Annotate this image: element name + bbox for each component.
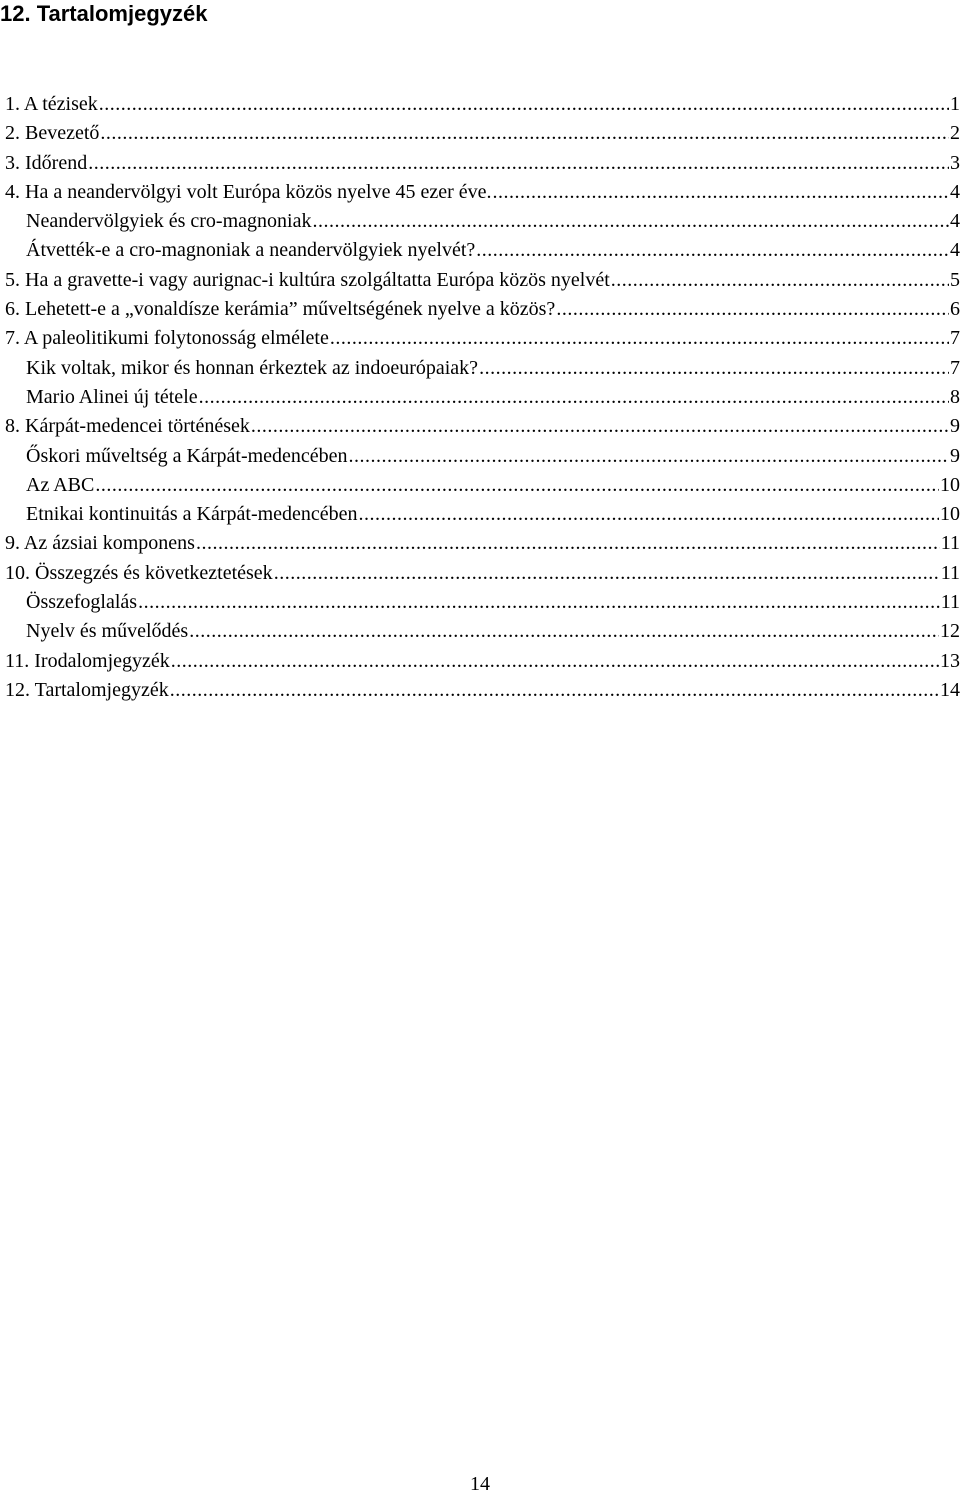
toc-entry[interactable]	[5, 295, 960, 324]
toc-entry[interactable]	[5, 588, 960, 617]
toc-entry-label: Őskori műveltség a Kárpát-medencében	[26, 444, 348, 467]
toc-dot-leader	[349, 442, 949, 471]
toc-entry[interactable]	[5, 529, 960, 558]
toc-entry[interactable]	[5, 617, 960, 646]
toc-entry[interactable]	[5, 559, 960, 588]
toc-entry[interactable]	[5, 236, 960, 265]
toc-entry[interactable]	[5, 324, 960, 353]
toc-entry-label: 9. Az ázsiai komponens	[5, 532, 195, 555]
toc-entry-label: 10. Összegzés és következtetések	[5, 561, 273, 584]
toc-dot-leader	[556, 295, 949, 324]
toc-dot-leader	[88, 149, 949, 178]
toc-entry-page: 9	[950, 444, 960, 467]
toc-entry[interactable]	[5, 354, 960, 383]
toc-entry[interactable]	[5, 178, 960, 207]
toc-entry[interactable]	[5, 500, 960, 529]
toc-entry[interactable]	[5, 442, 960, 471]
toc-dot-leader	[196, 529, 940, 558]
toc-dot-leader	[138, 588, 940, 617]
toc-entry-page: 4	[950, 210, 960, 233]
toc-entry-label: 5. Ha a gravette-i vagy aurignac-i kultúra szolgáltatta Európa közös nyelvét	[5, 268, 610, 291]
toc-dot-leader	[274, 559, 940, 588]
toc-entry-page: 12	[940, 620, 960, 643]
toc-entry-label: 4. Ha a neandervölgyi volt Európa közös nyelve 45 ezer éve.	[5, 180, 492, 203]
toc-dot-leader	[99, 90, 949, 119]
toc-entry-label: 2. Bevezető	[5, 122, 100, 145]
toc-entry-label: 6. Lehetett-e a „vonaldísze kerámia” műveltségének nyelve a közös?	[5, 298, 556, 321]
toc-dot-leader	[611, 266, 949, 295]
toc-entry[interactable]	[5, 471, 960, 500]
toc-entry-page: 2	[950, 122, 960, 145]
toc-entry[interactable]	[5, 676, 960, 705]
toc-entry[interactable]	[5, 207, 960, 236]
toc-entry-page: 11	[940, 591, 960, 614]
toc-entry-page: 7	[950, 327, 960, 350]
toc-dot-leader	[95, 471, 939, 500]
toc-entry-page: 11	[940, 561, 960, 584]
toc-entry[interactable]	[5, 383, 960, 412]
toc-entry-page: 14	[940, 678, 960, 701]
toc-dot-leader	[330, 324, 949, 353]
toc-entry-page: 5	[950, 268, 960, 291]
toc-entry-label: 1. A tézisek	[5, 93, 98, 115]
toc-dot-leader	[189, 617, 939, 646]
toc-entry-page: 4	[950, 180, 960, 203]
toc-entry-page: 4	[950, 239, 960, 262]
toc-entry-label: Neandervölgyiek és cro-magnoniak	[26, 210, 312, 233]
toc-dot-leader	[251, 412, 949, 441]
toc-entry-label: 7. A paleolitikumi folytonosság elmélete	[5, 327, 329, 350]
toc-entry[interactable]	[5, 90, 960, 119]
page-number: 14	[470, 1473, 490, 1495]
toc-entry-page: 10	[940, 503, 960, 526]
toc-entry-page: 11	[940, 532, 960, 555]
toc-entry-label: Az ABC	[26, 473, 95, 496]
toc-entry-label: Mario Alinei új tétele	[26, 385, 198, 408]
toc-dot-leader	[476, 236, 949, 265]
toc-entry-page: 3	[950, 151, 960, 174]
toc-dot-leader	[171, 647, 939, 676]
toc-dot-leader	[312, 207, 949, 236]
toc-entry-label: Nyelv és művelődés	[26, 620, 189, 643]
toc-entry-page: 1	[950, 93, 960, 115]
toc-dot-leader	[170, 676, 939, 705]
toc-dot-leader	[479, 354, 949, 383]
toc-entry-page: 8	[950, 385, 960, 408]
toc-entry[interactable]	[5, 266, 960, 295]
toc-dot-leader	[100, 119, 949, 148]
toc-entry[interactable]	[5, 119, 960, 148]
toc-dot-leader	[359, 500, 939, 529]
toc-entry-label: 11. Irodalomjegyzék	[5, 649, 170, 672]
toc-dot-leader	[199, 383, 949, 412]
toc-entry-label: Összefoglalás	[26, 591, 138, 614]
page-heading: 12. Tartalomjegyzék	[0, 1, 208, 26]
toc-entry-label: 8. Kárpát-medencei történések	[5, 415, 250, 438]
toc-entry-label: Etnikai kontinuitás a Kárpát-medencében	[26, 503, 358, 526]
toc-entry-label: Átvették-e a cro-magnoniak a neandervölgyiek nyelvét?	[26, 239, 476, 262]
toc-entry-page: 10	[940, 473, 960, 496]
toc-entry-label: 3. Időrend	[5, 151, 88, 174]
toc-entry-page: 7	[950, 356, 960, 379]
toc-dot-leader	[492, 178, 949, 207]
toc-entry-label: 12. Tartalomjegyzék	[5, 678, 169, 701]
toc-entry[interactable]	[5, 149, 960, 178]
toc-entry-label: Kik voltak, mikor és honnan érkeztek az indoeurópaiak?	[26, 356, 479, 379]
toc-entry-page: 9	[950, 415, 960, 438]
toc-entry[interactable]	[5, 647, 960, 676]
toc-entry[interactable]	[5, 412, 960, 441]
table-of-contents	[5, 90, 960, 705]
toc-entry-page: 13	[940, 649, 960, 672]
toc-entry-page: 6	[950, 298, 960, 321]
